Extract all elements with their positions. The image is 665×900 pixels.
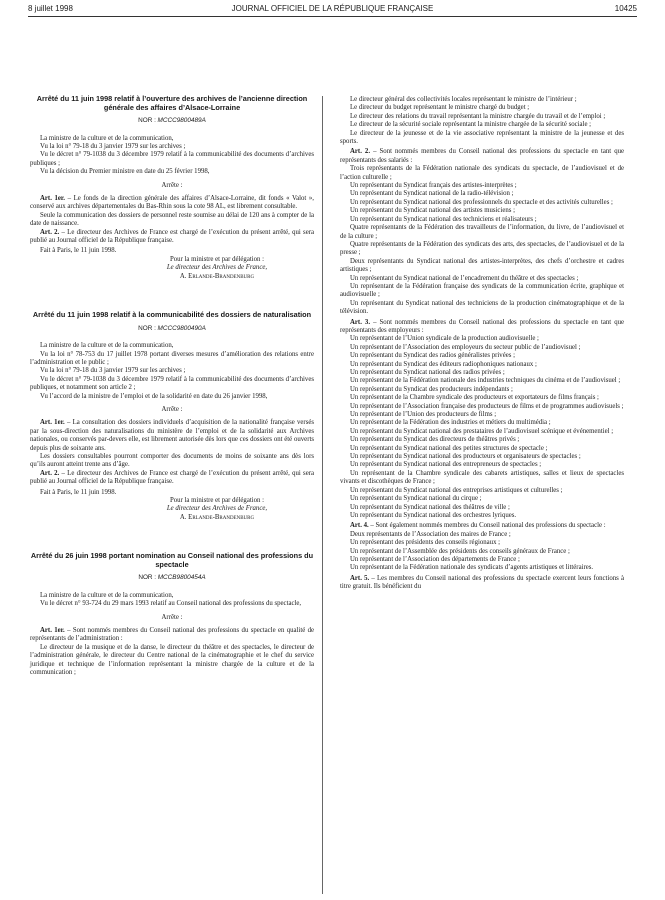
arrete-label: Arrête : <box>161 613 183 621</box>
list-item: Un représentant du Syndicat national des entreprises artistiques et culturelles ; <box>350 486 563 494</box>
list-item: Un représentant de l’Union syndicale de la production audiovisuelle ; <box>350 335 539 343</box>
list-item: Le directeur de la jeunesse et de la vie associative représentant la ministre de la jeunesse et des sports. <box>340 129 624 146</box>
nor-code: MCCC9800489A <box>157 117 206 125</box>
list-item: Un représentant du Syndicat national des prestataires de l’audiovisuel scénique et événementiel ; <box>350 427 614 435</box>
article-1 <box>30 195 314 212</box>
article-number: Art. 2. <box>40 228 60 236</box>
arrete-1-title: Arrêté du 11 juin 1998 relatif à l’ouverture des archives de l’ancienne direction générale des affaires d’Alsace-Lorraine <box>36 94 308 112</box>
visa: Vu le décret n° 79-1038 du 3 décembre 1979 relatif à la communicabilité des documents d’archives publiques ; <box>30 151 314 167</box>
page-header <box>28 4 637 16</box>
list-item: Un représentant du Syndicat national du cirque ; <box>350 495 482 503</box>
visa: Vu la loi n° 79-18 du 3 janvier 1979 sur les archives ; <box>40 367 186 375</box>
visa: La ministre de la culture et de la communication, <box>40 342 174 350</box>
list-item: Un représentant du Syndicat des directeurs de théâtres privés ; <box>350 436 520 444</box>
visa: Vu la loi n° 79-18 du 3 janvier 1979 sur les archives ; <box>40 143 186 150</box>
done-at: Fait à Paris, le 11 juin 1998. <box>40 247 117 255</box>
list-item: Un représentant du Syndicat national des orchestres lyriques. <box>350 511 517 519</box>
list-item: Un représentant du Syndicat national des théâtres de ville ; <box>350 503 510 511</box>
article-number: Art. 3. <box>350 318 371 326</box>
list-item: Un représentant du Syndicat national des professionnels du spectacle et des activités culturelles ; <box>350 198 613 206</box>
list-item: Un représentant du Syndicat national de l’encadrement du théâtre et des spectacles ; <box>350 274 579 282</box>
article-number: Art. 2. <box>350 148 371 156</box>
nor-label: NOR : <box>138 117 156 125</box>
list-item: Un représentant de la Chambre syndicale des cabarets artistiques, salles et lieux de spectacles vivants et discothèques de France ; <box>340 469 624 486</box>
list-item: Un représentant du Syndicat des éditeurs radiophoniques nationaux ; <box>350 360 537 368</box>
visa: Vu la loi n° 78-753 du 17 juillet 1978 portant diverses mesures d’amélioration des relations entre l’administration et le public ; <box>30 350 314 366</box>
article-number: Art. 1er. <box>40 419 65 427</box>
list-item: Un représentant du Syndicat national des petites structures de spectacle ; <box>350 444 548 452</box>
list-item: Trois représentants de la Fédération nationale des syndicats du spectacle, de l’audiovisuel et de l’action culturelle ; <box>340 165 624 181</box>
article-number: Art. 4. <box>350 522 369 530</box>
list-item: Un représentant du Syndicat national des entrepreneurs de spectacles ; <box>350 461 542 469</box>
list-item: Un représentant du Syndicat national des techniciens et réalisateurs ; <box>350 215 537 223</box>
nor-code: MCCC9800490A <box>157 324 206 332</box>
list-item: Le directeur des relations du travail représentant la ministre chargée du travail et de l’emploi ; <box>350 112 606 120</box>
list-item: Un représentant du Syndicat des radios généralistes privées ; <box>350 352 515 360</box>
article-5 <box>340 575 624 592</box>
signature-name: A. Erlande-Brandenburg <box>179 513 255 521</box>
article-1 <box>30 419 314 453</box>
header-date: 8 juillet 1998 <box>28 4 73 13</box>
visa: La ministre de la culture et de la communication, <box>40 134 174 142</box>
list-item: Un représentant des présidents des conseils régionaux ; <box>350 539 501 547</box>
article-2 <box>30 470 314 487</box>
nor-code: MCCB9800454A <box>157 574 206 582</box>
article-text: – Sont nommés membres du Conseil national des professions du spectacle en qualité de représentants de l’administration : <box>30 627 314 643</box>
signature-line: Pour la ministre et par délégation : <box>170 497 264 504</box>
arrete-label: Arrête : <box>161 181 183 189</box>
arrete-1-nor <box>30 117 314 125</box>
arrete-3-title: Arrêté du 26 juin 1998 portant nomination au Conseil national des professions du spectacle <box>30 551 314 569</box>
list-item: Le directeur général des collectivités locales représentant le ministre de l’intérieur ; <box>350 96 577 103</box>
visa: Vu le décret n° 93-724 du 29 mars 1993 relatif au Conseil national des professions du spectacle, <box>40 600 302 608</box>
list-item: Un représentant de l’Assemblée des présidents des conseils généraux de France ; <box>350 547 570 555</box>
article-text: – Les membres du Conseil national des professions du spectacle exercent leurs fonctions à titre gratuit. Ils bénéficient du <box>340 574 625 591</box>
article-1-paragraph: Les dossiers consultables pourront comporter des documents de moins de soixante ans dès lors qu’ils auront atteint trente ans d’âge. <box>30 452 314 469</box>
list-item: Un représentant de l’Union des producteurs de films ; <box>350 411 497 419</box>
article-text: – Le fonds de la direction générale des affaires d’Alsace-Lorraine, dit fonds « Valot », conservé aux archives départementales du Bas-Rhin sous la cote 98 AL, est librement consultable. <box>30 195 314 211</box>
arrete-label: Arrête : <box>161 405 183 413</box>
header-rule <box>28 16 637 17</box>
visa: Vu l’accord de la ministre de l’emploi et de la solidarité en date du 26 janvier 1998, <box>40 392 268 400</box>
article-1-paragraph: Le directeur de la musique et de la danse, le directeur du théâtre et des spectacles, le directeur de l’administration générale, le directeur du Centre national de la cinématographie et le chef du service juridique et technique de l’information représentant la ministre chargée de la culture et de la communication ; <box>30 643 314 677</box>
article-number: Art. 5. <box>350 574 370 582</box>
article-2 <box>30 229 314 246</box>
signature-line: Le directeur des Archives de France, <box>166 505 268 513</box>
article-number: Art. 2. <box>40 469 60 477</box>
list-item: Deux représentants de l’Association des maires de France ; <box>350 530 511 538</box>
list-item: Un représentant du Syndicat national des artistes musiciens ; <box>350 207 515 215</box>
list-item: Un représentant de la Fédération nationale des industries techniques du cinéma et de l’audiovisuel ; <box>350 377 621 385</box>
list-item: Un représentant de l’Association française des producteurs de films et de programmes audiovisuels ; <box>350 402 624 410</box>
article-2-list <box>340 165 624 316</box>
journal-title: JOURNAL OFFICIEL DE LA RÉPUBLIQUE FRANÇAISE <box>231 4 434 13</box>
article-1-paragraph: Seule la communication des dossiers de personnel reste soumise au délai de 120 ans à compter de la date de naissance. <box>30 211 314 228</box>
signature-line: Le directeur des Archives de France, <box>166 264 268 272</box>
signature-name: A. Erlande-Brandenburg <box>179 272 255 280</box>
list-item: Un représentant du Syndicat national des producteurs et organisateurs de spectacles ; <box>350 453 581 461</box>
list-item: Un représentant de la Fédération française des syndicats de la communication écrite, graphique et audiovisuelle ; <box>340 282 624 299</box>
list-item: Un représentant de la Fédération des industries et métiers du multimédia ; <box>350 419 551 427</box>
article-2 <box>340 148 624 165</box>
list-item: Deux représentants du Syndicat national des artistes-interprètes, des chefs d’orchestre et cadres artistiques ; <box>340 257 624 274</box>
list-item: Un représentant du Syndicat national des radios privées ; <box>350 369 505 376</box>
article-3-list <box>340 335 624 520</box>
arrete-2-nor <box>30 325 314 333</box>
nor-label: NOR : <box>138 574 157 582</box>
list-item: Un représentant de l’Association des départements de France ; <box>350 555 520 563</box>
article-1 <box>30 627 314 644</box>
left-column <box>30 95 314 677</box>
article-text: – Sont nommés membres du Conseil national des professions du spectacle en tant que représentants des employeurs : <box>340 318 625 334</box>
page-number: 10425 <box>614 4 637 13</box>
column-separator <box>322 96 323 894</box>
list-item: Quatre représentants de la Fédération des travailleurs de l’information, du livre, de l’audiovisuel et de la culture ; <box>340 224 624 240</box>
list-item: Le directeur du budget représentant le ministre chargé du budget ; <box>350 104 530 112</box>
article-number: Art. 1er. <box>40 195 65 203</box>
visa: Vu le décret n° 79-1038 du 3 décembre 1979 relatif à la communicabilité des documents d’archives publiques, et notamment son article 2 ; <box>30 375 314 392</box>
article-text: – Le directeur des Archives de France est chargé de l’exécution du présent arrêté, qui sera publié au Journal officiel de la République française. <box>30 469 314 486</box>
article-4 <box>340 522 624 530</box>
article-number: Art. 1er. <box>40 627 65 635</box>
arrete-3-nor <box>30 574 314 582</box>
article-text: – La consultation des dossiers individuels d’acquisition de la nationalité française versés par la sous-direction des naturalisations du ministère de l’emploi et de la solidarité aux Archives nationales, ou conservés par-devers elle, est librement autorisée dès lors que ces dossiers ont été ouverts depuis plus de soixante ans. <box>30 419 314 452</box>
article-text: – Le directeur des Archives de France est chargé de l’exécution du présent arrêté, qui sera publié au Journal officiel de la République française. <box>30 228 314 245</box>
article-3 <box>340 319 624 336</box>
list-item: Quatre représentants de la Fédération des syndicats des arts, des spectacles, de l’audiovisuel et de la presse ; <box>340 240 624 257</box>
visa: La ministre de la culture et de la communication, <box>40 591 174 599</box>
list-item: Un représentant de la Fédération nationale des syndicats d’agents artistiques et littéraires. <box>350 564 594 572</box>
visa: Vu la décision du Premier ministre en date du 25 février 1998, <box>40 168 210 176</box>
list-item: Un représentant du Syndicat national des techniciens de la production cinématographique et de la télévision. <box>340 299 624 316</box>
list-item: Le directeur de la sécurité sociale représentant la ministre chargée de la sécurité sociale ; <box>350 121 592 129</box>
article-4-list <box>340 531 624 573</box>
list-item: Un représentant du Syndicat français des artistes-interprètes ; <box>350 182 517 190</box>
right-column <box>340 96 624 592</box>
article-text: – Sont nommés membres du Conseil national des professions du spectacle en tant que représentants des salariés : <box>340 148 625 164</box>
article-text: – Sont également nommés membres du Conseil national des professions du spectacle : <box>368 522 606 530</box>
done-at: Fait à Paris, le 11 juin 1998. <box>40 488 117 496</box>
nor-label: NOR : <box>138 324 156 332</box>
list-item: Un représentant du Syndicat national de la radio-télévision ; <box>350 190 514 198</box>
arrete-2-title: Arrêté du 11 juin 1998 relatif à la communicabilité des dossiers de naturalisation <box>32 310 312 320</box>
signature-line: Pour la ministre et par délégation : <box>170 255 264 263</box>
list-item: Un représentant de l’Association des employeurs du secteur public de l’audiovisuel ; <box>350 343 581 351</box>
list-item: Un représentant de la Chambre syndicale des producteurs et exportateurs de films français ; <box>350 394 599 402</box>
list-item: Un représentant du Syndicat des producteurs indépendants ; <box>350 385 513 393</box>
